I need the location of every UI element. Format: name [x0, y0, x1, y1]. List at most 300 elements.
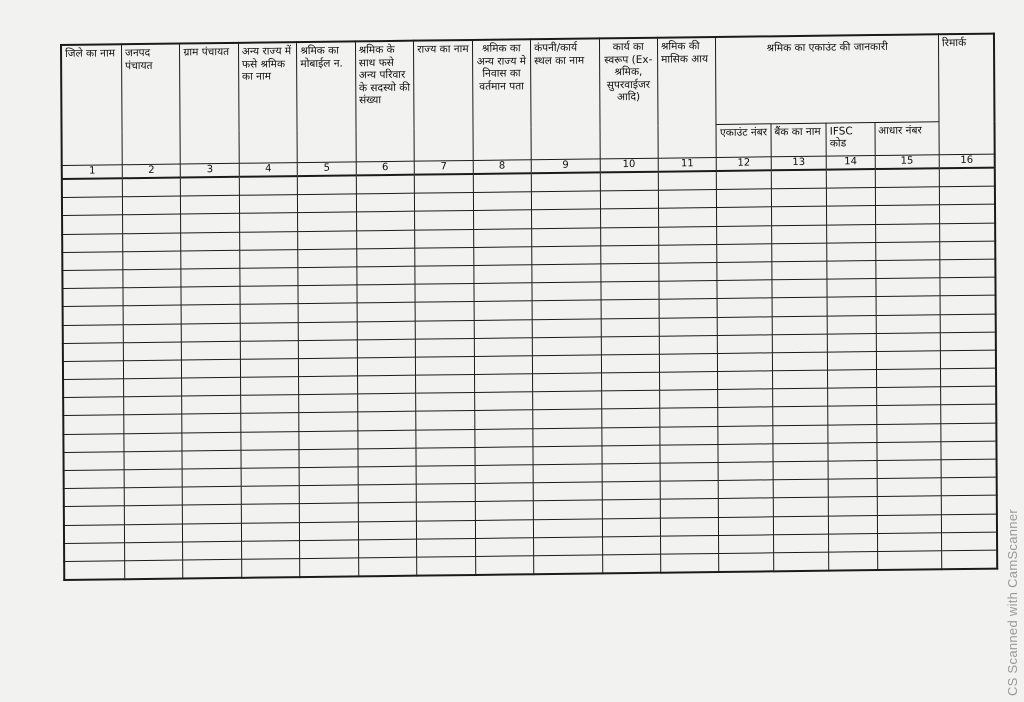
blank-cell [473, 246, 532, 265]
blank-cell [600, 172, 659, 191]
blank-cell [300, 503, 359, 522]
blank-cell [299, 376, 358, 395]
blank-cell [659, 244, 718, 263]
blank-cell [416, 393, 475, 412]
blank-cell [357, 284, 416, 303]
blank-cell [300, 558, 359, 577]
column-number: 8 [473, 160, 532, 174]
blank-cell [122, 214, 181, 233]
blank-cell [718, 462, 773, 481]
blank-cell [659, 372, 718, 391]
blank-cell [939, 186, 995, 205]
blank-cell [356, 230, 415, 249]
blank-cell [533, 391, 602, 410]
subheader-ifsc-code: IFSC कोड [826, 123, 875, 157]
blank-cell [773, 516, 829, 535]
blank-cell [241, 559, 300, 578]
blank-cell [240, 395, 299, 414]
blank-cell [532, 337, 601, 356]
blank-cell [659, 335, 718, 354]
blank-cell [600, 209, 659, 228]
blank-cell [475, 483, 534, 502]
blank-cell [124, 469, 183, 488]
header-company-workplace: कंपनी/कार्य स्थल का नाम [530, 38, 599, 159]
blank-cell [239, 176, 298, 195]
blank-cell [357, 393, 416, 412]
blank-cell [601, 427, 660, 446]
blank-cell [241, 431, 300, 450]
blank-cell [601, 390, 660, 409]
blank-cell [772, 297, 828, 316]
blank-cell [299, 485, 358, 504]
blank-cell [940, 259, 996, 278]
blank-cell [773, 479, 829, 498]
column-number: 15 [875, 155, 940, 169]
blank-cell [475, 519, 534, 538]
blank-cell [718, 335, 773, 354]
blank-cell [659, 299, 718, 318]
blank-cell [876, 369, 941, 388]
blank-cell [62, 215, 123, 234]
blank-cell [63, 324, 124, 343]
header-monthly-income: श्रमिक की मासिक आय [657, 37, 716, 158]
blank-cell [182, 377, 241, 396]
blank-cell [240, 249, 299, 268]
blank-cell [532, 227, 601, 246]
blank-cell [941, 495, 997, 514]
blank-cell [718, 407, 773, 426]
blank-cell [876, 332, 941, 351]
blank-cell [123, 233, 182, 252]
blank-cell [876, 351, 941, 370]
blank-cell [123, 360, 182, 379]
blank-cell [940, 277, 996, 296]
blank-cell [659, 281, 718, 300]
header-worker-mobile: श्रमिक का मोबाईल न. [297, 41, 356, 162]
blank-cell [717, 244, 772, 263]
blank-cell [875, 168, 940, 187]
blank-cell [474, 283, 533, 302]
blank-cell [240, 340, 299, 359]
blank-cell [415, 265, 474, 284]
blank-cell [660, 517, 719, 536]
blank-cell [659, 317, 718, 336]
blank-cell [474, 428, 533, 447]
blank-cell [239, 195, 298, 214]
blank-cell [356, 248, 415, 267]
blank-cell [659, 262, 718, 281]
column-number: 14 [826, 156, 874, 170]
header-remark: रिमार्क [938, 34, 994, 155]
blank-cell [416, 465, 475, 484]
blank-cell [877, 478, 942, 497]
blank-cell [63, 342, 124, 361]
blank-cell [240, 322, 299, 341]
blank-cell [474, 319, 533, 338]
blank-cell [719, 480, 774, 499]
blank-cell [601, 445, 660, 464]
blank-cell [772, 352, 828, 371]
blank-cell [64, 542, 125, 561]
header-work-type: कार्य का स्वरूप (Ex- श्रमिक, सुपरवाईजर आदि) [599, 38, 658, 159]
blank-cell [772, 261, 828, 280]
blank-cell [123, 342, 182, 361]
blank-cell [875, 223, 940, 242]
blank-cell [719, 553, 774, 572]
blank-cell [300, 521, 359, 540]
blank-cell [658, 208, 717, 227]
blank-cell [828, 388, 876, 407]
blank-cell [62, 270, 123, 289]
blank-cell [660, 499, 719, 518]
column-number: 9 [531, 159, 600, 173]
blank-cell [241, 468, 300, 487]
column-number: 11 [658, 157, 717, 171]
blank-cell [717, 225, 772, 244]
blank-cell [122, 196, 181, 215]
blank-cell [63, 433, 124, 452]
blank-cell [474, 392, 533, 411]
blank-cell [124, 505, 183, 524]
blank-cell [475, 465, 534, 484]
blank-cell [241, 540, 300, 559]
blank-cell [660, 426, 719, 445]
blank-cell [183, 487, 242, 506]
blank-cell [240, 304, 299, 323]
blank-cell [827, 224, 875, 243]
blank-cell [241, 522, 300, 541]
blank-cell [474, 374, 533, 393]
blank-cell [416, 447, 475, 466]
column-number: 3 [181, 163, 240, 177]
blank-cell [417, 520, 476, 539]
blank-cell [299, 467, 358, 486]
blank-cell [940, 241, 996, 260]
blank-cell [415, 320, 474, 339]
blank-cell [533, 409, 602, 428]
blank-cell [533, 464, 602, 483]
blank-cell [877, 514, 942, 533]
blank-cell [532, 282, 601, 301]
blank-cell [298, 194, 357, 213]
blank-cell [718, 425, 773, 444]
blank-cell [414, 174, 473, 193]
blank-cell [602, 536, 661, 555]
blank-cell [241, 504, 300, 523]
blank-cell [124, 524, 183, 543]
blank-cell [829, 551, 877, 570]
blank-cell [773, 498, 829, 517]
blank-cell [475, 556, 534, 575]
blank-cell [474, 410, 533, 429]
blank-cell [124, 433, 183, 452]
blank-cell [183, 523, 242, 542]
blank-cell [358, 557, 417, 576]
blank-cell [718, 353, 773, 372]
blank-cell [298, 249, 357, 268]
blank-cell [876, 314, 941, 333]
blank-cell [660, 390, 719, 409]
blank-cell [181, 196, 240, 215]
blank-cell [532, 318, 601, 337]
blank-cell [474, 337, 533, 356]
blank-cell [827, 260, 875, 279]
header-row [61, 34, 994, 133]
blank-cell [124, 396, 183, 415]
blank-cell [299, 394, 358, 413]
blank-cell [717, 262, 772, 281]
blank-cell [415, 302, 474, 321]
header-state-name: राज्य का नाम [414, 40, 473, 161]
blank-cell [771, 170, 827, 189]
blank-cell [940, 350, 996, 369]
blank-cell [64, 470, 125, 489]
header-account-info-group: श्रमिक का एकाउंट की जानकारी [716, 34, 939, 124]
blank-cell [533, 446, 602, 465]
blank-cell [828, 461, 876, 480]
blank-cell [773, 461, 829, 480]
blank-cell [771, 188, 827, 207]
column-number: 4 [239, 163, 298, 177]
blank-cell [941, 441, 997, 460]
blank-cell [601, 318, 660, 337]
blank-cell [772, 279, 828, 298]
blank-cell [876, 387, 941, 406]
blank-cell [771, 207, 827, 226]
blank-cell [239, 213, 298, 232]
migrant-worker-form-sheet [60, 33, 998, 589]
blank-cell [474, 356, 533, 375]
blank-cell [941, 368, 997, 387]
blank-cell [658, 190, 717, 209]
blank-cell [531, 191, 600, 210]
blank-cell [358, 539, 417, 558]
blank-cell [123, 378, 182, 397]
blank-cell [475, 501, 534, 520]
blank-cell [62, 233, 123, 252]
blank-cell [600, 263, 659, 282]
blank-cell [62, 178, 123, 197]
blank-cell [532, 264, 601, 283]
blank-cell [240, 377, 299, 396]
blank-cell [415, 338, 474, 357]
blank-cell [941, 405, 997, 424]
blank-cell [63, 397, 124, 416]
blank-cell [125, 560, 184, 579]
blank-cell [600, 190, 659, 209]
blank-cell [601, 300, 660, 319]
blank-cell [941, 386, 997, 405]
blank-cell [358, 430, 417, 449]
blank-cell [660, 481, 719, 500]
blank-cell [415, 211, 474, 230]
blank-cell [877, 460, 942, 479]
blank-cell [828, 479, 876, 498]
blank-cell [183, 541, 242, 560]
subheader-bank-name: बैंक का नाम [771, 123, 827, 157]
blank-cell [660, 444, 719, 463]
blank-cell [63, 379, 124, 398]
blank-cell [415, 247, 474, 266]
blank-cell [356, 193, 415, 212]
blank-cell [875, 242, 940, 261]
blank-cell [532, 209, 601, 228]
blank-cell [940, 332, 996, 351]
header-current-address: श्रमिक का अन्य राज्य मे निवास का वर्तमान पता [472, 39, 531, 160]
blank-cell [357, 412, 416, 431]
blank-cell [877, 533, 942, 552]
blank-cell [299, 340, 358, 359]
camscanner-watermark: CS Scanned with CamScanner [1005, 508, 1020, 696]
blank-cell [773, 534, 829, 553]
blank-cell [182, 450, 241, 469]
blank-cell [124, 414, 183, 433]
blank-cell [473, 192, 532, 211]
blank-cell [64, 506, 125, 525]
blank-cell [827, 206, 875, 225]
worker-details-table [60, 33, 998, 582]
blank-cell [942, 532, 998, 551]
subheader-account-number: एकाउंट नंबर [716, 124, 771, 158]
blank-cell [718, 444, 773, 463]
blank-cell [357, 321, 416, 340]
blank-cell [940, 204, 996, 223]
blank-cell [602, 481, 661, 500]
blank-cell [717, 280, 772, 299]
blank-cell [62, 288, 123, 307]
blank-cell [717, 298, 772, 317]
blank-cell [240, 286, 299, 305]
blank-cell [473, 210, 532, 229]
column-number: 16 [939, 154, 995, 168]
blank-cell [827, 315, 875, 334]
blank-cell [877, 551, 942, 570]
blank-cell [358, 521, 417, 540]
blank-cell [532, 246, 601, 265]
blank-cell [533, 518, 602, 537]
blank-cell [941, 423, 997, 442]
blank-cell [658, 171, 717, 190]
blank-cell [357, 375, 416, 394]
blank-cell [416, 411, 475, 430]
blank-cell [124, 487, 183, 506]
blank-cell [771, 225, 827, 244]
blank-cell [474, 301, 533, 320]
blank-cell [181, 177, 240, 196]
blank-cell [356, 175, 415, 194]
blank-cell [875, 187, 940, 206]
blank-cell [182, 323, 241, 342]
column-number: 10 [600, 158, 659, 172]
blank-cell [876, 405, 941, 424]
blank-cell [181, 305, 240, 324]
blank-cell [942, 550, 998, 569]
blank-cell [358, 466, 417, 485]
blank-cell [941, 459, 997, 478]
blank-cell [827, 279, 875, 298]
blank-cell [415, 284, 474, 303]
column-number: 7 [414, 160, 473, 174]
blank-cell [534, 537, 603, 556]
blank-cell [123, 324, 182, 343]
blank-cell [717, 189, 772, 208]
blank-cell [63, 452, 124, 471]
blank-cell [602, 463, 661, 482]
blank-cell [829, 533, 877, 552]
blank-cell [659, 353, 718, 372]
blank-cell [182, 341, 241, 360]
blank-cell [298, 267, 357, 286]
blank-cell [358, 503, 417, 522]
blank-cell [416, 356, 475, 375]
blank-cell [358, 448, 417, 467]
blank-cell [602, 554, 661, 573]
blank-cell [63, 415, 124, 434]
blank-cell [124, 451, 183, 470]
blank-cell [298, 321, 357, 340]
blank-cell [877, 442, 942, 461]
blank-cell [828, 370, 876, 389]
blank-cell [719, 516, 774, 535]
blank-cell [473, 173, 532, 192]
header-worker-name: अन्य राज्य में फसे श्रमिक का नाम [238, 42, 297, 163]
blank-cell [357, 357, 416, 376]
blank-cell [773, 443, 829, 462]
blank-cell [600, 281, 659, 300]
blank-cell [719, 498, 774, 517]
blank-cell [181, 286, 240, 305]
blank-cell [601, 336, 660, 355]
blank-cell [239, 231, 298, 250]
blank-cell [62, 197, 123, 216]
blank-cell [123, 305, 182, 324]
blank-cell [939, 168, 995, 187]
blank-cell [719, 535, 774, 554]
blank-cell [717, 170, 772, 189]
blank-cell [772, 316, 828, 335]
blank-cell [240, 268, 299, 287]
blank-cell [534, 555, 603, 575]
blank-cell [63, 306, 124, 325]
blank-cell [181, 214, 240, 233]
blank-cell [660, 462, 719, 481]
blank-cell [300, 540, 359, 559]
blank-cell [772, 388, 828, 407]
blank-cell [772, 334, 828, 353]
column-number: 5 [297, 162, 356, 176]
header-district-name: जिले का नाम [61, 44, 122, 165]
column-number: 2 [122, 164, 181, 178]
blank-cell [417, 556, 476, 575]
blank-cell [532, 300, 601, 319]
blank-cell [875, 260, 940, 279]
blank-cell [531, 172, 600, 192]
blank-cell [533, 428, 602, 447]
blank-cell [601, 354, 660, 373]
blank-cell [298, 175, 357, 194]
blank-cell [828, 351, 876, 370]
blank-cell [181, 250, 240, 269]
blank-cell [241, 413, 300, 432]
blank-cell [940, 223, 996, 242]
blank-cell [827, 333, 875, 352]
blank-cell [877, 496, 942, 515]
blank-cell [601, 409, 660, 428]
blank-cell [876, 278, 941, 297]
column-number: 1 [62, 165, 123, 179]
blank-cell [827, 297, 875, 316]
blank-cell [123, 287, 182, 306]
